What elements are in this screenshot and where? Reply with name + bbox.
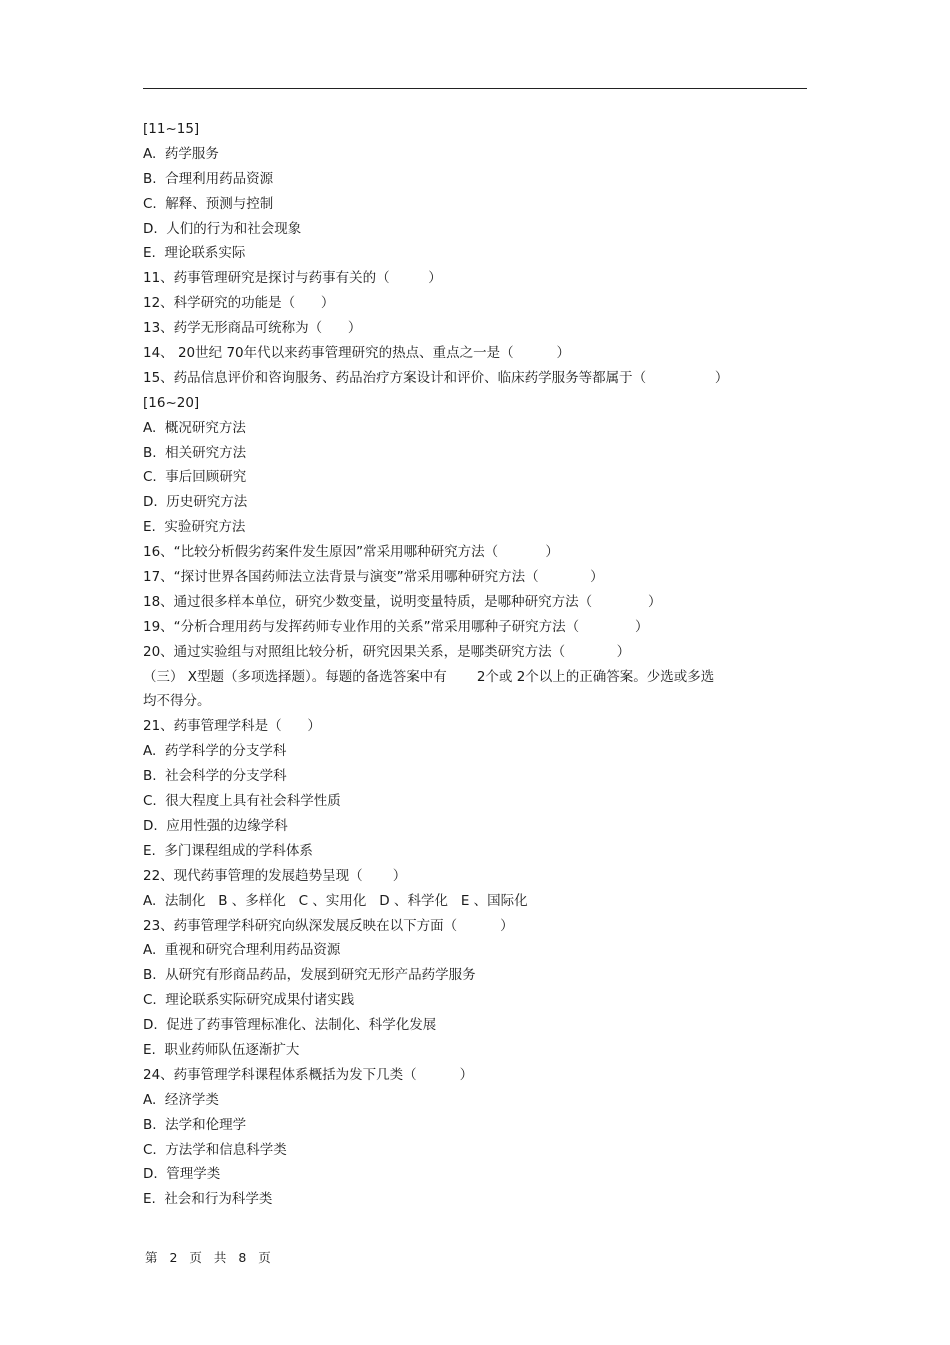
text-line: A. 药学服务	[143, 145, 219, 162]
text-line: [16~20]	[143, 394, 200, 411]
page-footer: 第 2 页 共 8 页	[145, 1250, 275, 1265]
question-line: 17、“探讨世界各国药师法立法背景与演变”常采用哪种研究方法（ ）	[143, 569, 604, 586]
text-line: C. 事后回顾研究	[143, 469, 247, 486]
text-line: D. 促进了药事管理标准化、法制化、科学化发展	[143, 1017, 437, 1034]
text-line: A. 药学科学的分支学科	[143, 743, 287, 760]
text-line: B. 合理利用药品资源	[143, 170, 274, 187]
question-line: 21、药事管理学科是（ ）	[143, 718, 321, 735]
text-line: A. 经济学类	[143, 1091, 219, 1108]
text-line: A. 重视和研究合理利用药品资源	[143, 942, 341, 959]
text-line: D. 历史研究方法	[143, 494, 248, 511]
section-heading: 均不得分。	[143, 693, 211, 710]
text-line: D. 应用性强的边缘学科	[143, 817, 288, 834]
text-line: E. 实验研究方法	[143, 519, 246, 536]
question-line: 13、药学无形商品可统称为（ ）	[143, 320, 362, 337]
question-line: 19、“分析合理用药与发挥药师专业作用的关系”常采用哪种子研究方法（ ）	[143, 618, 649, 635]
text-line: A. 法制化 B 、多样化 C 、实用化 D 、科学化 E 、国际化	[143, 892, 528, 909]
text-line: C. 很大程度上具有社会科学性质	[143, 793, 341, 810]
question-line: 12、科学研究的功能是（ ）	[143, 295, 335, 312]
text-line: B. 从研究有形商品药品，发展到研究无形产品药学服务	[143, 967, 476, 984]
text-line: B. 相关研究方法	[143, 444, 247, 461]
text-line: E. 社会和行为科学类	[143, 1191, 273, 1208]
question-line: 15、药品信息评价和咨询服务、药品治疗方案设计和评价、临床药学服务等都属于（ ）	[143, 369, 729, 386]
text-line: E. 职业药师队伍逐渐扩大	[143, 1041, 300, 1058]
text-line: A. 概况研究方法	[143, 419, 246, 436]
question-line: 24、药事管理学科课程体系概括为发下几类（ ）	[143, 1066, 474, 1083]
question-line: 11、药事管理研究是探讨与药事有关的（ ）	[143, 270, 442, 287]
text-line: B. 法学和伦理学	[143, 1116, 247, 1133]
text-line: D. 人们的行为和社会现象	[143, 220, 302, 237]
section-heading: （三） X型题（多项选择题）。每题的备选答案中有 2个或 2个以上的正确答案。少选或多选	[143, 668, 715, 685]
question-line: 14、 20世纪 70年代以来药事管理研究的热点、重点之一是（ ）	[143, 345, 571, 362]
text-line: B. 社会科学的分支学科	[143, 768, 287, 785]
text-line: [11~15]	[143, 121, 200, 137]
question-line: 16、“比较分析假劣药案件发生原因”常采用哪种研究方法（ ）	[143, 544, 559, 561]
question-line: 18、通过很多样本单位，研究少数变量，说明变量特质，是哪种研究方法（ ）	[143, 593, 662, 610]
document-body	[143, 117, 807, 1212]
header-rule	[143, 88, 807, 89]
text-line: D. 管理学类	[143, 1166, 221, 1183]
text-line: C. 方法学和信息科学类	[143, 1141, 287, 1158]
text-line: C. 解释、预测与控制	[143, 195, 274, 212]
question-line: 22、现代药事管理的发展趋势呈现（ ）	[143, 867, 407, 884]
question-line: 23、药事管理学科研究向纵深发展反映在以下方面（ ）	[143, 917, 514, 934]
question-line: 20、通过实验组与对照组比较分析，研究因果关系，是哪类研究方法（ ）	[143, 643, 631, 660]
text-line: E. 多门课程组成的学科体系	[143, 842, 313, 859]
text-line: C. 理论联系实际研究成果付诸实践	[143, 992, 355, 1009]
text-line: E. 理论联系实际	[143, 245, 246, 262]
